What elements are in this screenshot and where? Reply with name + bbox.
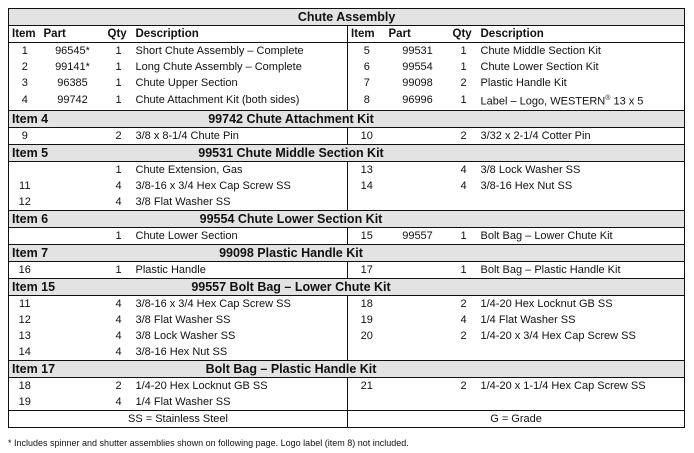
item-number: 12: [18, 195, 31, 208]
description-text: 3/8 x 8-1/4 Chute Pin: [135, 129, 239, 142]
description-text: 3/8 Lock Washer SS: [135, 329, 236, 342]
header-description: Description: [133, 26, 348, 43]
description: [478, 161, 685, 178]
description: [133, 344, 348, 361]
quantity: 4: [460, 179, 467, 192]
description: [478, 261, 685, 278]
item-number: 8: [363, 94, 370, 107]
description-text: 1/4-20 Hex Locknut GB SS: [135, 379, 268, 392]
part-number: [386, 178, 450, 194]
description: [133, 394, 348, 411]
registered-mark: ®: [605, 95, 611, 102]
part-number: [386, 394, 450, 411]
section-header: [9, 360, 685, 377]
description: [478, 394, 685, 411]
section-title: Bolt Bag – Plastic Handle Kit: [105, 360, 478, 377]
quantity: 4: [115, 395, 122, 408]
quantity: 2: [460, 297, 467, 310]
description-text: 3/8-16 x 3/4 Hex Cap Screw SS: [135, 297, 291, 310]
item-number: 16: [18, 263, 31, 276]
description-text: 3/32 x 2-1/4 Cotter Pin: [480, 129, 591, 142]
quantity: 1: [115, 61, 122, 73]
quantity: 1: [115, 229, 122, 242]
legend-row: [9, 410, 685, 427]
quantity: 1: [115, 163, 122, 176]
header-item: Item: [9, 26, 41, 43]
part-number: [41, 178, 105, 194]
quantity: 1: [460, 94, 467, 107]
description: [133, 178, 348, 194]
section-label: Item 7: [9, 244, 105, 261]
description-text: Bolt Bag – Plastic Handle Kit: [480, 263, 621, 276]
header-item-right: Item: [348, 26, 386, 43]
section-header: [9, 278, 685, 295]
quantity: 4: [115, 195, 122, 208]
quantity: 4: [115, 179, 122, 192]
section-title: 99557 Bolt Bag – Lower Chute Kit: [105, 278, 478, 295]
quantity: 1: [460, 61, 467, 73]
part-number: [41, 161, 105, 178]
description-text: Chute Attachment Kit (both sides): [135, 94, 300, 107]
item-number: [9, 161, 41, 178]
section-spacer: [478, 210, 685, 227]
header-qty-right: Qty: [450, 26, 478, 43]
part-number: 99141*: [55, 61, 90, 73]
description: [133, 75, 348, 91]
quantity: 4: [115, 313, 122, 326]
item-number: 4: [21, 94, 28, 107]
description-text: 3/8 Flat Washer SS: [135, 313, 231, 326]
description: [133, 261, 348, 278]
description-text: Long Chute Assembly – Complete: [135, 61, 302, 73]
description-text: Chute Lower Section: [135, 229, 238, 242]
quantity: 2: [115, 379, 122, 392]
quantity: [450, 394, 478, 411]
title-row: [9, 9, 685, 26]
description: [133, 328, 348, 344]
description: [133, 127, 348, 144]
description-text: 3/8 Flat Washer SS: [135, 195, 231, 208]
description: [478, 312, 685, 328]
item-number: 3: [21, 77, 28, 89]
item-number: 18: [360, 297, 373, 310]
section-spacer: [478, 144, 685, 161]
quantity: 2: [115, 129, 122, 142]
part-number: [41, 377, 105, 394]
description-text: 3/8-16 Hex Nut SS: [480, 179, 573, 192]
description: [478, 43, 685, 60]
part-number: [41, 127, 105, 144]
quantity: 2: [460, 77, 467, 89]
item-number: 11: [19, 179, 31, 192]
footnote: * Includes spinner and shutter assemblies shown on following page. Logo label (item 8) not included.: [8, 438, 409, 448]
part-number: [386, 328, 450, 344]
table-row: [9, 261, 685, 278]
section-header: [9, 144, 685, 161]
part-number: [41, 295, 105, 312]
description: [133, 59, 348, 75]
section-spacer: [478, 244, 685, 261]
description-text: 3/8-16 x 3/4 Hex Cap Screw SS: [135, 179, 291, 192]
part-number: [386, 194, 450, 211]
quantity: 4: [115, 297, 122, 310]
section-label: Item 5: [9, 144, 105, 161]
section-header: [9, 110, 685, 127]
quantity: 2: [460, 129, 467, 142]
quantity: 4: [115, 329, 122, 342]
table-row: [9, 178, 685, 194]
section-title: 99742 Chute Attachment Kit: [105, 110, 478, 127]
description: [133, 161, 348, 178]
description-text: 1/4 Flat Washer SS: [135, 395, 231, 408]
description: [133, 312, 348, 328]
item-number: 18: [18, 379, 31, 392]
header-part: Part: [41, 26, 105, 43]
description: [133, 43, 348, 60]
description: [478, 59, 685, 75]
quantity: 2: [460, 329, 467, 342]
description: [478, 328, 685, 344]
table-row: [9, 91, 685, 110]
section-label: Item 6: [9, 210, 105, 227]
description-text: 1/4-20 x 1-1/4 Hex Cap Screw SS: [480, 379, 646, 392]
quantity: 2: [460, 379, 467, 392]
chute-assembly-table: [8, 8, 685, 428]
table-row: [9, 227, 685, 244]
part-number: 99531: [402, 45, 433, 57]
item-number: 14: [360, 179, 373, 192]
table-title: Chute Assembly: [9, 9, 685, 26]
part-number: [386, 127, 450, 144]
description: [478, 344, 685, 361]
part-number: 99557: [402, 229, 433, 242]
table-row: [9, 75, 685, 91]
part-number: 96545*: [55, 45, 90, 57]
part-number: [386, 312, 450, 328]
quantity: [450, 194, 478, 211]
table-row: [9, 344, 685, 361]
section-title: 99098 Plastic Handle Kit: [105, 244, 478, 261]
section-title: 99554 Chute Lower Section Kit: [105, 210, 478, 227]
table-row: [9, 161, 685, 178]
item-number: [9, 227, 41, 244]
description: [133, 91, 348, 110]
section-label: Item 15: [9, 278, 105, 295]
section-label: Item 4: [9, 110, 105, 127]
description-text: Chute Extension, Gas: [135, 163, 243, 176]
section-title: 99531 Chute Middle Section Kit: [105, 144, 478, 161]
description-text: Chute Lower Section Kit: [480, 61, 599, 73]
description-text: 1/4 Flat Washer SS: [480, 313, 576, 326]
item-number: [348, 394, 386, 411]
description-text-suffix: 13 x 5: [610, 95, 644, 108]
item-number: 20: [360, 329, 373, 342]
description-text: Chute Middle Section Kit: [480, 45, 601, 57]
header-part-right: Part: [386, 26, 450, 43]
quantity: 1: [115, 77, 122, 89]
description-text: Short Chute Assembly – Complete: [135, 45, 304, 57]
part-number: [41, 328, 105, 344]
section-label: Item 17: [9, 360, 105, 377]
description: [478, 127, 685, 144]
item-number: [348, 344, 386, 361]
quantity: 4: [460, 163, 467, 176]
section-spacer: [478, 360, 685, 377]
item-number: 15: [360, 229, 373, 242]
part-number: 96385: [57, 77, 88, 89]
part-number: [386, 377, 450, 394]
description-text: Chute Upper Section: [135, 77, 238, 89]
item-number: 19: [360, 313, 373, 326]
description: [133, 295, 348, 312]
description-text: Plastic Handle Kit: [480, 77, 567, 89]
table-row: [9, 59, 685, 75]
description-text: Label – Logo, WESTERN: [480, 95, 606, 108]
table-row: [9, 312, 685, 328]
section-header: [9, 244, 685, 261]
header-row: [9, 26, 685, 43]
part-number: [41, 344, 105, 361]
legend-stainless: SS = Stainless Steel: [9, 410, 348, 427]
quantity: 1: [115, 263, 122, 276]
table-row: [9, 394, 685, 411]
part-number: 99742: [57, 94, 88, 107]
quantity: 1: [460, 263, 467, 276]
legend-grade: G = Grade: [348, 410, 685, 427]
table-row: [9, 328, 685, 344]
table-row: [9, 295, 685, 312]
item-number: 12: [18, 313, 31, 326]
item-number: 14: [18, 345, 31, 358]
description: [478, 91, 685, 110]
description: [133, 194, 348, 211]
part-number: 99554: [402, 61, 433, 73]
quantity: 1: [460, 229, 467, 242]
description-text: 1/4-20 x 3/4 Hex Cap Screw SS: [480, 329, 636, 342]
part-number: 99098: [402, 77, 433, 89]
item-number: 5: [363, 45, 370, 57]
quantity: 1: [460, 45, 467, 57]
header-qty: Qty: [105, 26, 133, 43]
item-number: 6: [363, 61, 370, 73]
table-row: [9, 43, 685, 60]
item-number: 13: [360, 163, 373, 176]
part-number: [41, 227, 105, 244]
table-row: [9, 194, 685, 211]
item-number: 13: [18, 329, 31, 342]
description: [478, 178, 685, 194]
quantity: [450, 344, 478, 361]
description: [478, 227, 685, 244]
description-text: 3/8-16 Hex Nut SS: [135, 345, 228, 358]
item-number: 11: [19, 297, 31, 310]
parts-list: [8, 8, 684, 428]
section-header: [9, 210, 685, 227]
description: [133, 227, 348, 244]
description-text: Plastic Handle: [135, 263, 206, 276]
part-number: [386, 161, 450, 178]
item-number: 7: [363, 77, 370, 89]
part-number: [386, 344, 450, 361]
quantity: 4: [460, 313, 467, 326]
description-text: 3/8 Lock Washer SS: [480, 163, 581, 176]
table-row: [9, 127, 685, 144]
part-number: 96996: [402, 94, 433, 107]
description: [133, 377, 348, 394]
description: [478, 377, 685, 394]
table-row: [9, 377, 685, 394]
section-spacer: [478, 278, 685, 295]
item-number: 9: [21, 129, 28, 142]
item-number: [348, 194, 386, 211]
quantity: 1: [115, 45, 122, 57]
header-description-right: Description: [478, 26, 685, 43]
item-number: 17: [360, 263, 373, 276]
item-number: 21: [360, 379, 373, 392]
part-number: [41, 312, 105, 328]
part-number: [41, 394, 105, 411]
quantity: 4: [115, 345, 122, 358]
part-number: [41, 261, 105, 278]
description-text: Bolt Bag – Lower Chute Kit: [480, 229, 613, 242]
part-number: [386, 295, 450, 312]
section-spacer: [478, 110, 685, 127]
description: [478, 295, 685, 312]
quantity: 1: [115, 94, 122, 107]
item-number: 2: [21, 61, 28, 73]
description-text: 1/4-20 Hex Locknut GB SS: [480, 297, 613, 310]
part-number: [41, 194, 105, 211]
item-number: 1: [21, 45, 28, 57]
part-number: [386, 261, 450, 278]
description: [478, 194, 685, 211]
description: [478, 75, 685, 91]
item-number: 19: [18, 395, 31, 408]
item-number: 10: [360, 129, 373, 142]
